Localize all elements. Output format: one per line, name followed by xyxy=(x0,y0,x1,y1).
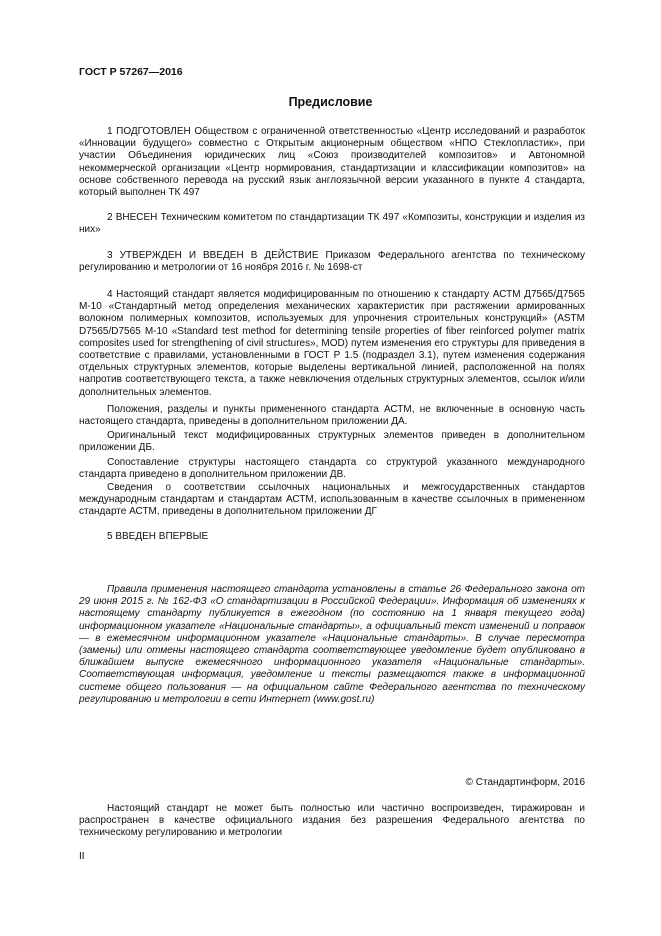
document-header-id: ГОСТ Р 57267—2016 xyxy=(79,66,183,78)
item-4-subparagraph: Сведения о соответствии ссылочных национальных и межгосударственных стандартов международным стандартам и стандартам АСТМ, использованным в качестве ссылочных в примененном стандарте АСТМ, приведены в дополнительном приложении ДГ xyxy=(79,482,585,518)
preface-item-2: 2 ВНЕСЕН Техническим комитетом по стандартизации ТК 497 «Композиты, конструкции и изделия из них» xyxy=(79,212,585,236)
reproduction-notice: Настоящий стандарт не может быть полностью или частично воспроизведен, тиражирован и распространен в качестве официального издания без разрешения Федерального агентства по техническому регулированию и метрологии xyxy=(79,803,585,839)
page-title: Предисловие xyxy=(288,95,373,109)
item-4-subparagraph: Оригинальный текст модифицированных структурных элементов приведен в дополнительном приложении ДБ. xyxy=(79,430,585,454)
copyright: © Стандартинформ, 2016 xyxy=(465,777,585,788)
preface-item-4: 4 Настоящий стандарт является модифицированным по отношению к стандарту АСТМ Д7565/Д7565 М-10 «Стандартный метод определения механических характеристик при растяжении армированных волокном полимерных композитов, используемых для упрочнения строительных конструкций» (ASTM D7565/D7565 M-10 «Standard test method for determining tensile properties of fiber reinforced polymer matrix composites used for strengthening of civil structures», MOD) путем изменения его структуры для приведения в соответствие с правилами, установленными в ГОСТ Р 1.5 (подраздел 3.1), путем изменения содержания отдельных структурных элементов, которые выделены вертикальной линией, расположенной на полях напротив соответствующего текста, а также невключения отдельных структурных элементов, ссылок и/или дополнительных элементов. xyxy=(79,289,585,398)
rules-notice: Правила применения настоящего стандарта установлены в статье 26 Федерального закона от 29 июня 2015 г. № 162-ФЗ «О стандартизации в Российской Федерации». Информация об изменениях к настоящему стандарту публикуется в ежегодном (по состоянию на 1 января текущего года) информационном указателе «Национальные стандарты», а официальный текст изменений и поправок — в ежемесячном информационном указателе «Национальные стандарты». В случае пересмотра (замены) или отмены настоящего стандарта соответствующее уведомление будет опубликовано в ближайшем выпуске ежемесячного информационного указателя «Национальные стандарты». Соответствующая информация, уведомление и тексты размещаются также в информационной системе общего пользования — на официальном сайте Федерального агентства по техническому регулированию и метрологии в сети Интернет (www.gost.ru) xyxy=(79,584,585,705)
item-4-subparagraph: Положения, разделы и пункты примененного стандарта АСТМ, не включенные в основную часть настоящего стандарта, приведены в дополнительном приложении ДА. xyxy=(79,404,585,428)
item-4-subparagraph: Сопоставление структуры настоящего стандарта со структурой указанного международного стандарта приведено в дополнительном приложении ДВ. xyxy=(79,457,585,481)
preface-item-3: 3 УТВЕРЖДЕН И ВВЕДЕН В ДЕЙСТВИЕ Приказом Федерального агентства по техническому регулированию и метрологии от 16 ноября 2016 г. № 1698-ст xyxy=(79,250,585,274)
preface-item-1: 1 ПОДГОТОВЛЕН Обществом с ограниченной ответственностью «Центр исследований и разработок «Инновации будущего» совместно с Открытым акционерным обществом «НПО Стеклопластик», при участии Объединения юридических лиц «Союз производителей композитов» и Автономной некоммерческой организации «Центр нормирования, стандартизации и классификации композитов» на основе собственного перевода на русский язык англоязычной версии указанного в пункте 4 стандарта, который выполнен ТК 497 xyxy=(79,126,585,199)
preface-item-5: 5 ВВЕДЕН ВПЕРВЫЕ xyxy=(107,531,209,542)
page-number: II xyxy=(79,851,85,862)
